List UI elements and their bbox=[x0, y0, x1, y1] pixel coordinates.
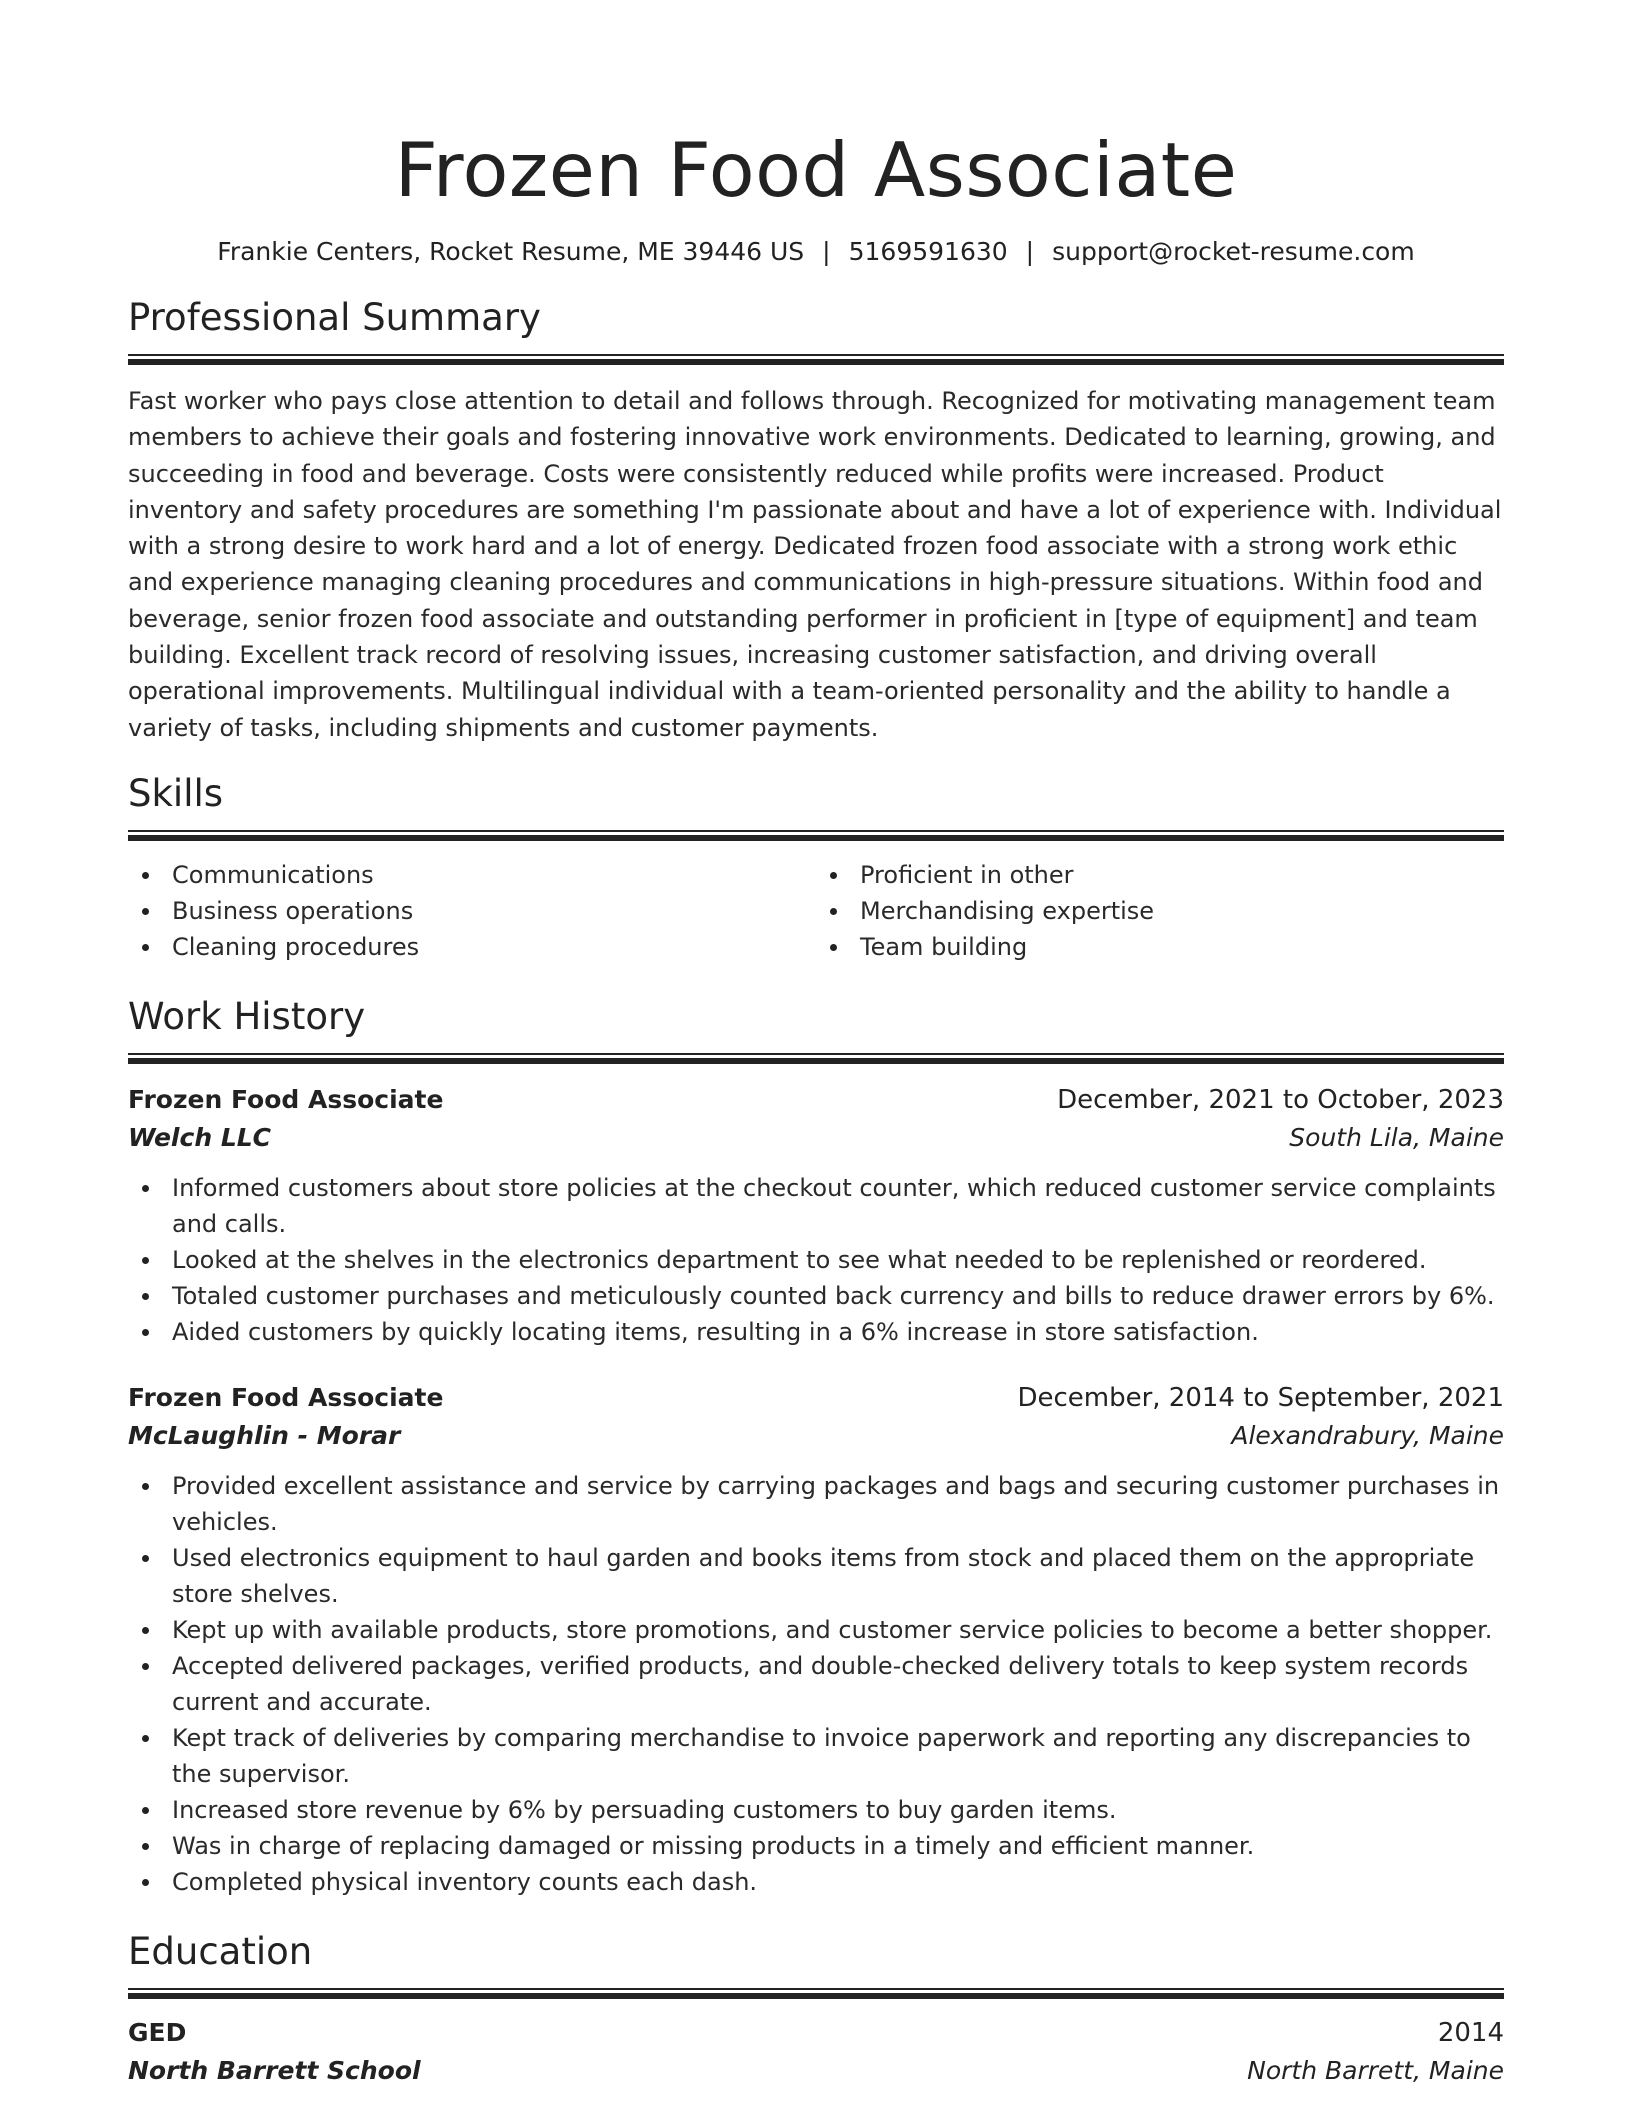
job-dates: December, 2021 to October, 2023 bbox=[1057, 1084, 1504, 1115]
contact-email[interactable]: support@rocket-resume.com bbox=[1052, 237, 1415, 266]
skills-heading: Skills bbox=[128, 771, 224, 815]
education-section bbox=[128, 1928, 1504, 2091]
job-location: Alexandrabury, Maine bbox=[1231, 1420, 1504, 1450]
job-company: McLaughlin - Morar bbox=[128, 1420, 401, 1450]
job-dates: December, 2014 to September, 2021 bbox=[1017, 1382, 1504, 1413]
job-bullet: Totaled customer purchases and meticulously counted back currency and bills to reduce drawer errors by 6%. bbox=[128, 1278, 1504, 1314]
skills-section bbox=[128, 770, 1504, 965]
resume-title: Frozen Food Associate bbox=[394, 126, 1238, 214]
education-heading: Education bbox=[128, 1929, 313, 1973]
job-subheader bbox=[128, 1118, 1504, 1158]
skill-item: Cleaning procedures bbox=[128, 929, 816, 965]
education-subheader bbox=[128, 2051, 1504, 2091]
skills-list-right bbox=[816, 857, 1504, 965]
education-degree: GED bbox=[128, 2017, 187, 2047]
work-section bbox=[128, 993, 1504, 1900]
summary-heading: Professional Summary bbox=[128, 296, 541, 339]
job-bullet: Accepted delivered packages, verified products, and double-checked delivery totals to keep system records current and accurate. bbox=[128, 1648, 1504, 1720]
skills-list-left bbox=[128, 857, 816, 965]
job-bullet: Used electronics equipment to haul garden and books items from stock and placed them on the appropriate store shelves. bbox=[128, 1540, 1504, 1612]
job-bullets bbox=[128, 1468, 1504, 1900]
education-year: 2014 bbox=[1437, 2017, 1504, 2048]
job-title: Frozen Food Associate bbox=[128, 1382, 444, 1412]
contact-address: Frankie Centers, Rocket Resume, ME 39446 US bbox=[217, 237, 805, 266]
contact-separator: | bbox=[1025, 237, 1035, 266]
section-divider bbox=[128, 1053, 1504, 1064]
summary-section bbox=[128, 294, 1504, 746]
summary-text: Fast worker who pays close attention to detail and follows through. Recognized for motivating management team members to achieve their goals and fostering innovative work environments. Dedicated to learning, growing, and succeeding in food and beverage. Costs were consistently reduced while profits were increased. Product inventory and safety procedures are something I'm passionate about and have a lot of experience with. Individual with a strong desire to work hard and a lot of energy. Dedicated frozen food associate with a strong work ethic and experience managing cleaning procedures and communications in high-pressure situations. Within food and beverage, senior frozen food associate and outstanding performer in proficient in [type of equipment] and team building. Excellent track record of resolving issues, increasing customer satisfaction, and driving overall operational improvements. Multilingual individual with a team-oriented personality and the ability to handle a variety of tasks, including shipments and customer payments. bbox=[128, 387, 1502, 742]
skill-item: Business operations bbox=[128, 893, 816, 929]
job-bullet: Increased store revenue by 6% by persuading customers to buy garden items. bbox=[128, 1792, 1504, 1828]
job-bullet: Kept up with available products, store promotions, and customer service policies to become a better shopper. bbox=[128, 1612, 1504, 1648]
skill-item: Proficient in other bbox=[816, 857, 1504, 893]
job-bullet: Informed customers about store policies at the checkout counter, which reduced customer service complaints and calls. bbox=[128, 1170, 1504, 1242]
job-bullet: Provided excellent assistance and service by carrying packages and bags and securing customer purchases in vehicles. bbox=[128, 1468, 1504, 1540]
job-entry bbox=[128, 1380, 1504, 1900]
job-subheader bbox=[128, 1416, 1504, 1456]
job-title: Frozen Food Associate bbox=[128, 1084, 444, 1114]
section-divider bbox=[128, 354, 1504, 365]
section-divider bbox=[128, 1988, 1504, 1999]
skill-item: Team building bbox=[816, 929, 1504, 965]
job-bullets bbox=[128, 1170, 1504, 1350]
education-location: North Barrett, Maine bbox=[1247, 2055, 1504, 2085]
education-header bbox=[128, 2015, 1504, 2051]
job-bullet: Aided customers by quickly locating items, resulting in a 6% increase in store satisfaction. bbox=[128, 1314, 1504, 1350]
job-location: South Lila, Maine bbox=[1289, 1122, 1504, 1152]
skill-item: Merchandising expertise bbox=[816, 893, 1504, 929]
contact-separator: | bbox=[822, 237, 831, 266]
job-bullet: Completed physical inventory counts each dash. bbox=[128, 1864, 1504, 1900]
job-bullet: Was in charge of replacing damaged or missing products in a timely and efficient manner. bbox=[128, 1828, 1504, 1864]
job-header bbox=[128, 1380, 1504, 1416]
skills-columns bbox=[128, 857, 1504, 965]
job-header bbox=[128, 1082, 1504, 1118]
job-bullet: Looked at the shelves in the electronics department to see what needed to be replenished or reordered. bbox=[128, 1242, 1504, 1278]
work-heading: Work History bbox=[128, 994, 366, 1038]
job-bullet: Kept track of deliveries by comparing merchandise to invoice paperwork and reporting any discrepancies to the supervisor. bbox=[128, 1720, 1504, 1792]
job-company: Welch LLC bbox=[128, 1122, 272, 1152]
skill-item: Communications bbox=[128, 857, 816, 893]
contact-phone: 5169591630 bbox=[848, 237, 1008, 266]
education-entry bbox=[128, 2015, 1504, 2091]
section-divider bbox=[128, 830, 1504, 841]
contact-line bbox=[128, 236, 1504, 268]
education-school: North Barrett School bbox=[128, 2055, 421, 2085]
job-entry bbox=[128, 1082, 1504, 1350]
